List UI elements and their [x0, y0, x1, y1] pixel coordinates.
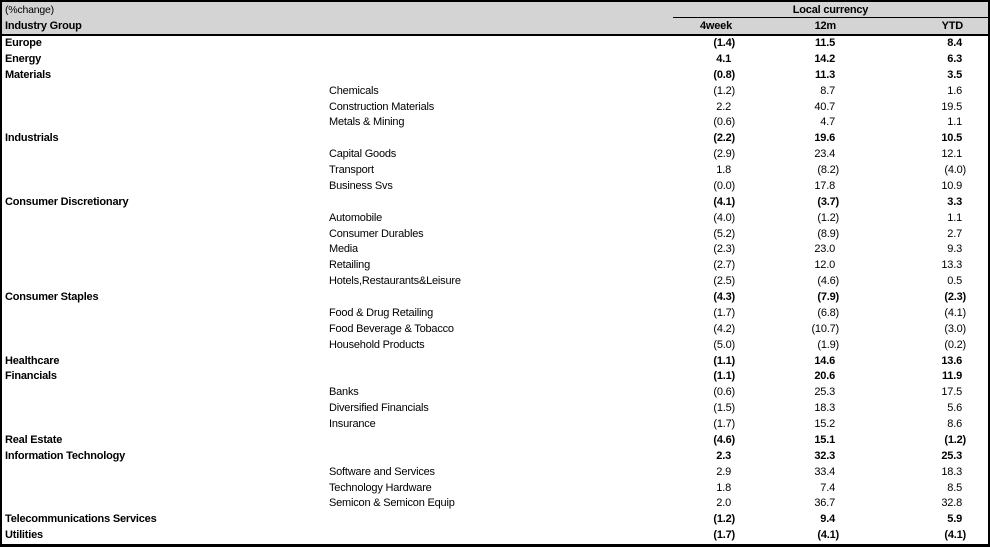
industry-subgroup-label: Business Svs	[329, 179, 393, 192]
industry-subgroup-label: Hotels,Restaurants&Leisure	[329, 275, 461, 288]
table-row	[2, 179, 988, 195]
row-spacer	[968, 369, 988, 385]
value-4week: (1.1)	[713, 370, 735, 383]
value-12m: 11.5	[814, 37, 835, 49]
row-spacer	[968, 290, 988, 306]
industry-subgroup-label: Retailing	[329, 259, 371, 272]
row-spacer	[968, 401, 988, 417]
industry-subgroup-label: Software and Services	[329, 465, 435, 478]
industry-subgroup-label: Transport	[329, 164, 374, 176]
table-row	[2, 338, 988, 354]
industry-category-label: Utilities	[5, 529, 43, 542]
table-row	[2, 115, 988, 131]
value-ytd: 9.3	[947, 243, 962, 256]
table-row	[2, 322, 988, 338]
value-12m: 19.6	[814, 132, 835, 145]
value-4week: 1.8	[716, 481, 731, 494]
industry-subgroup-label: Semicon & Semicon Equip	[329, 497, 455, 510]
value-12m: (8.9)	[817, 227, 839, 240]
value-4week: 2.9	[716, 465, 731, 478]
value-12m: 9.4	[820, 513, 835, 526]
industry-category-label: Information Technology	[5, 449, 126, 462]
value-ytd: (4.1)	[944, 306, 966, 319]
row-spacer	[968, 242, 988, 258]
value-ytd: 18.3	[941, 465, 962, 478]
row-spacer	[968, 449, 988, 465]
value-ytd: 25.3	[941, 449, 962, 462]
row-spacer	[968, 84, 988, 100]
value-4week: (4.1)	[713, 195, 735, 208]
table-row	[2, 195, 988, 211]
value-12m: 23.4	[814, 148, 835, 161]
value-4week: (1.7)	[713, 306, 735, 319]
value-4week: (5.2)	[713, 227, 735, 240]
value-12m: (10.7)	[811, 322, 839, 335]
value-12m: (1.9)	[817, 338, 839, 351]
value-ytd: (4.1)	[944, 529, 966, 542]
table-row	[2, 369, 988, 385]
value-12m: (6.8)	[817, 306, 839, 319]
value-ytd: 3.5	[947, 68, 962, 81]
value-ytd: 19.5	[941, 100, 962, 113]
value-ytd: 6.3	[947, 52, 962, 65]
table-row	[2, 36, 988, 52]
value-4week: 2.3	[716, 449, 731, 462]
row-spacer	[968, 131, 988, 147]
table-row	[2, 131, 988, 147]
industry-subgroup-label: Metals & Mining	[329, 116, 405, 129]
value-ytd: 11.9	[941, 370, 962, 383]
value-4week: (0.8)	[713, 68, 735, 81]
industry-subgroup-label: Chemicals	[329, 84, 379, 97]
row-spacer	[968, 179, 988, 195]
row-spacer	[968, 52, 988, 68]
value-4week: (0.6)	[713, 386, 735, 399]
table-row	[2, 290, 988, 306]
value-ytd: 5.9	[947, 513, 962, 526]
value-ytd: 13.3	[941, 259, 962, 272]
row-spacer	[968, 306, 988, 322]
local-currency-group-header: Local currency	[673, 2, 988, 18]
value-ytd: 0.5	[947, 275, 962, 288]
row-spacer	[968, 385, 988, 401]
percent-change-caption: (%change)	[5, 4, 54, 16]
value-12m: 14.2	[814, 52, 835, 65]
row-spacer	[968, 115, 988, 131]
value-12m: 11.3	[814, 68, 835, 81]
column-header-12m: 12m	[814, 20, 836, 32]
industry-category-label: Consumer Discretionary	[5, 195, 129, 208]
industry-subgroup-label: Media	[329, 243, 358, 256]
industry-category-label: Consumer Staples	[5, 291, 99, 303]
row-spacer	[968, 258, 988, 274]
row-spacer	[968, 496, 988, 512]
value-ytd: 3.3	[947, 195, 962, 208]
value-ytd: 8.4	[947, 37, 962, 49]
value-12m: 12.0	[814, 259, 835, 272]
value-4week: 1.8	[716, 164, 731, 176]
value-12m: 15.2	[814, 418, 835, 430]
row-spacer	[968, 211, 988, 227]
value-ytd: 12.1	[941, 148, 962, 161]
value-4week: (4.3)	[713, 291, 735, 303]
table-header	[2, 2, 988, 36]
value-ytd: 8.6	[947, 418, 962, 430]
table-row	[2, 100, 988, 116]
value-4week: (0.6)	[713, 116, 735, 129]
value-ytd: 17.5	[941, 386, 962, 399]
industry-subgroup-label: Banks	[329, 386, 359, 399]
value-4week: (5.0)	[713, 338, 735, 351]
value-4week: (0.0)	[713, 179, 735, 192]
table-row	[2, 528, 988, 544]
table-row	[2, 163, 988, 179]
industry-subgroup-label: Insurance	[329, 418, 376, 430]
row-spacer	[968, 338, 988, 354]
value-12m: (7.9)	[817, 291, 839, 303]
value-12m: 40.7	[814, 100, 835, 113]
table-row	[2, 52, 988, 68]
value-12m: (4.6)	[817, 275, 839, 288]
table-row	[2, 274, 988, 290]
row-spacer	[968, 481, 988, 497]
value-12m: 18.3	[814, 402, 835, 415]
industry-subgroup-label: Construction Materials	[329, 100, 435, 113]
industry-group-column-header: Industry Group	[5, 20, 82, 32]
value-ytd: 5.6	[947, 402, 962, 415]
value-ytd: 32.8	[941, 497, 962, 510]
value-ytd: 1.1	[947, 116, 962, 129]
table-row	[2, 465, 988, 481]
value-ytd: 8.5	[947, 481, 962, 494]
value-ytd: 1.6	[947, 84, 962, 97]
table-row	[2, 433, 988, 449]
value-ytd: 13.6	[941, 354, 962, 367]
row-spacer	[968, 100, 988, 116]
industry-category-label: Europe	[5, 37, 42, 49]
row-spacer	[968, 528, 988, 544]
table-row	[2, 481, 988, 497]
value-12m: (8.2)	[817, 164, 839, 176]
column-header-4week: 4week	[699, 20, 732, 32]
value-12m: 20.6	[814, 370, 835, 383]
row-spacer	[968, 322, 988, 338]
value-4week: (4.2)	[713, 322, 735, 335]
value-4week: (1.7)	[713, 529, 735, 542]
value-ytd: (2.3)	[944, 291, 966, 303]
industry-category-label: Telecommunications Services	[5, 513, 157, 526]
value-4week: (1.7)	[713, 418, 735, 430]
industry-subgroup-label: Household Products	[329, 338, 425, 351]
table-row	[2, 147, 988, 163]
row-spacer	[968, 195, 988, 211]
table-row	[2, 385, 988, 401]
row-spacer	[968, 68, 988, 84]
industry-category-label: Financials	[5, 370, 57, 383]
value-ytd: 10.9	[941, 179, 962, 192]
row-spacer	[968, 36, 988, 52]
table-row	[2, 227, 988, 243]
industry-subgroup-label: Technology Hardware	[329, 481, 432, 494]
table-body	[2, 36, 988, 544]
value-12m: (4.1)	[817, 529, 839, 542]
industry-subgroup-label: Food & Drug Retailing	[329, 306, 434, 319]
value-4week: (4.0)	[713, 211, 735, 224]
value-4week: (1.1)	[713, 354, 735, 367]
industry-subgroup-label: Automobile	[329, 211, 383, 224]
value-12m: 4.7	[820, 116, 835, 129]
value-4week: (2.5)	[713, 275, 735, 288]
value-4week: (1.4)	[713, 37, 735, 49]
value-ytd: (0.2)	[944, 338, 966, 351]
industry-category-label: Real Estate	[5, 433, 63, 446]
value-12m: 7.4	[820, 481, 835, 494]
value-4week: 2.2	[716, 100, 731, 113]
value-12m: 14.6	[814, 354, 835, 367]
value-12m: 25.3	[814, 386, 835, 399]
value-ytd: 2.7	[947, 227, 962, 240]
table-row	[2, 258, 988, 274]
value-ytd: (1.2)	[944, 433, 966, 446]
value-12m: 33.4	[814, 465, 835, 478]
header-row-columns	[2, 18, 988, 34]
value-4week: (2.3)	[713, 243, 735, 256]
value-4week: (1.2)	[713, 84, 735, 97]
row-spacer	[968, 163, 988, 179]
industry-category-label: Materials	[5, 68, 51, 81]
column-header-ytd: YTD	[941, 20, 963, 32]
industry-subgroup-label: Consumer Durables	[329, 227, 424, 240]
value-12m: 23.0	[814, 243, 835, 256]
table-row	[2, 512, 988, 528]
row-spacer	[968, 354, 988, 370]
row-spacer	[968, 433, 988, 449]
table-row	[2, 242, 988, 258]
table-row	[2, 417, 988, 433]
industry-category-label: Healthcare	[5, 354, 60, 367]
value-ytd: 10.5	[941, 132, 962, 145]
table-row	[2, 306, 988, 322]
value-12m: 32.3	[814, 449, 835, 462]
row-spacer	[968, 417, 988, 433]
industry-category-label: Energy	[5, 52, 42, 65]
value-12m: 17.8	[814, 179, 835, 192]
value-12m: 36.7	[814, 497, 835, 510]
table-row	[2, 354, 988, 370]
row-spacer	[968, 147, 988, 163]
value-ytd: (4.0)	[944, 164, 966, 176]
table-row	[2, 449, 988, 465]
value-12m: (1.2)	[817, 211, 839, 224]
industry-subgroup-label: Food Beverage & Tobacco	[329, 322, 454, 335]
value-12m: (3.7)	[817, 195, 839, 208]
value-ytd: (3.0)	[944, 322, 966, 335]
row-spacer	[968, 227, 988, 243]
value-4week: (1.2)	[713, 513, 735, 526]
table-row	[2, 84, 988, 100]
table-row	[2, 401, 988, 417]
value-12m: 8.7	[820, 84, 835, 97]
industry-category-label: Industrials	[5, 132, 59, 145]
header-row-currency	[2, 2, 988, 18]
value-4week: (2.7)	[713, 259, 735, 272]
header-spacer	[968, 18, 988, 34]
row-spacer	[968, 465, 988, 481]
value-4week: (1.5)	[713, 402, 735, 415]
value-4week: (2.9)	[713, 148, 735, 161]
value-4week: 2.0	[716, 497, 731, 510]
value-4week: (4.6)	[713, 433, 735, 446]
value-12m: 15.1	[814, 433, 835, 446]
value-4week: 4.1	[716, 52, 731, 65]
table-row	[2, 496, 988, 512]
industry-subgroup-label: Capital Goods	[329, 148, 397, 161]
value-ytd: 1.1	[947, 211, 962, 224]
value-4week: (2.2)	[713, 132, 735, 145]
row-spacer	[968, 512, 988, 528]
row-spacer	[968, 274, 988, 290]
table-row	[2, 68, 988, 84]
table-row	[2, 211, 988, 227]
industry-subgroup-label: Diversified Financials	[329, 402, 429, 415]
